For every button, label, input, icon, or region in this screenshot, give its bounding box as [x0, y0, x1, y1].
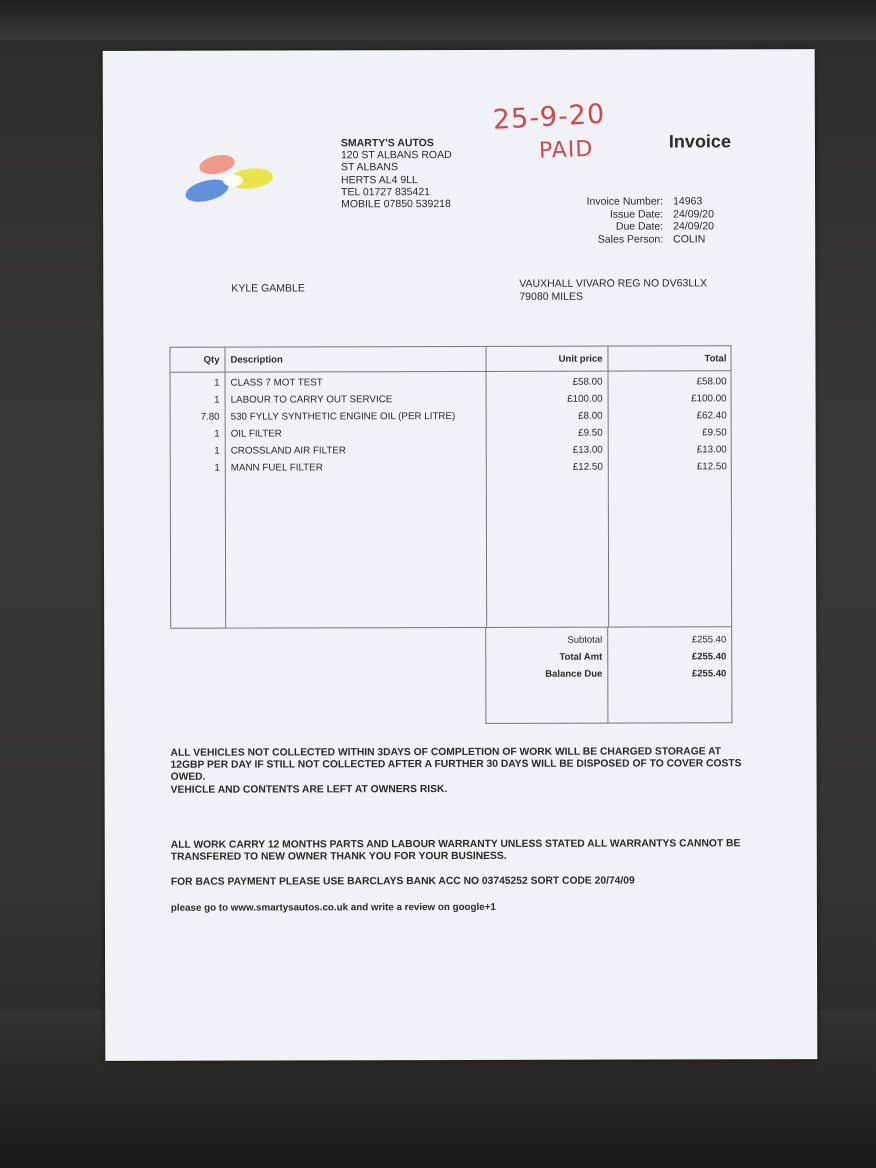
bacs-payment-info: FOR BACS PAYMENT PLEASE USE BARCLAYS BANK ACC NO 03745252 SORT CODE 20/74/09	[170, 875, 635, 888]
row-total: £100.00	[691, 393, 727, 405]
row-qty: 7.80	[200, 411, 220, 423]
table-row	[171, 427, 731, 445]
row-total: £62.40	[696, 410, 727, 422]
review-request: please go to www.smartysautos.co.uk and write a review on google+1	[170, 901, 496, 914]
row-unit-price: £58.00	[572, 376, 603, 388]
row-unit-price: £100.00	[567, 393, 603, 405]
table-row	[171, 410, 731, 428]
handwritten-date: 25-9-20	[492, 98, 607, 136]
row-total: £12.50	[696, 461, 727, 473]
subtotal-label: Subtotal	[567, 634, 603, 646]
row-description: LABOUR TO CARRY OUT SERVICE	[230, 394, 393, 406]
balance-value: £255.40	[691, 668, 727, 680]
row-description: 530 FYLLY SYNTHETIC ENGINE OIL (PER LITRE)	[230, 411, 456, 423]
customer-name: KYLE GAMBLE	[231, 282, 305, 295]
header-unit-price: Unit price	[558, 353, 603, 365]
vehicle-line: VAUXHALL VIVARO REG NO DV63LLX	[519, 277, 708, 290]
risk-notice: VEHICLE AND CONTENTS ARE LEFT AT OWNERS RISK.	[170, 784, 448, 796]
row-unit-price: £13.00	[572, 444, 603, 456]
company-tel: TEL 01727 835421	[341, 185, 431, 199]
warranty-terms: ALL WORK CARRY 12 MONTHS PARTS AND LABOUR WARRANTY UNLESS STATED ALL WARRANTYS CANNOT BE TRANSFERED TO NEW OWNER THANK YOU FOR YOUR BUSINESS.	[170, 838, 741, 863]
invoice-sheet	[103, 49, 818, 1061]
row-qty: 1	[214, 377, 220, 389]
header-qty: Qty	[203, 354, 220, 366]
total-row	[486, 651, 731, 663]
table-row	[171, 376, 731, 394]
row-unit-price: £8.00	[578, 410, 603, 422]
company-address	[341, 137, 452, 211]
row-total: £13.00	[696, 444, 727, 456]
line-items-table	[169, 345, 732, 628]
row-description: CLASS 7 MOT TEST	[230, 377, 323, 389]
address-line: HERTS AL4 9LL	[341, 173, 418, 186]
storage-terms: ALL VEHICLES NOT COLLECTED WITHIN 3DAYS OF COMPLETION OF WORK WILL BE CHARGED STORAGE AT 12GBP PER DAY IF STILL NOT COLLECTED AFTER A FURTHER 30 DAYS WILL BE DISPOSED OF TO COVER COSTS OWED.	[170, 746, 742, 784]
due-date: 24/09/20	[673, 220, 715, 233]
handwritten-paid: PAID	[538, 136, 594, 164]
row-qty: 1	[214, 428, 220, 440]
background-top	[0, 0, 876, 40]
meta-label: Sales Person:	[597, 233, 664, 246]
row-qty: 1	[214, 445, 220, 457]
invoice-meta	[523, 195, 714, 246]
balance-row	[486, 668, 731, 680]
row-total: £9.50	[702, 427, 727, 439]
table-row	[171, 461, 731, 479]
row-unit-price: £12.50	[572, 461, 603, 473]
company-logo-icon	[179, 150, 275, 210]
row-total: £58.00	[696, 376, 727, 388]
header-total: Total	[704, 353, 727, 365]
row-description: CROSSLAND AIR FILTER	[230, 445, 346, 457]
header-description: Description	[230, 354, 283, 366]
address-line: 120 ST ALBANS ROAD	[340, 149, 452, 162]
address-line: ST ALBANS	[340, 161, 399, 174]
row-qty: 1	[214, 462, 220, 474]
invoice-number: 14963	[673, 195, 703, 208]
issue-date: 24/09/20	[673, 207, 714, 221]
total-value: £255.40	[691, 651, 727, 663]
header-divider	[171, 370, 731, 372]
invoice-title: Invoice	[668, 131, 731, 152]
sales-person: COLIN	[673, 233, 706, 246]
row-qty: 1	[214, 394, 220, 406]
company-name: SMARTY'S AUTOS	[340, 137, 434, 150]
subtotal-row	[486, 634, 731, 646]
row-description: OIL FILTER	[230, 428, 282, 440]
meta-label: Issue Date:	[609, 208, 664, 221]
subtotal-value: £255.40	[691, 634, 727, 646]
row-description: MANN FUEL FILTER	[230, 462, 323, 474]
table-row	[171, 444, 731, 462]
totals-box	[485, 627, 732, 724]
total-label: Total Amt	[559, 651, 603, 663]
row-unit-price: £9.50	[578, 427, 603, 439]
vehicle-mileage: 79080 MILES	[519, 290, 583, 303]
meta-label: Due Date:	[615, 220, 664, 233]
vehicle-details	[519, 277, 707, 302]
meta-label: Invoice Number:	[586, 195, 664, 208]
table-row	[171, 393, 731, 411]
balance-label: Balance Due	[545, 668, 603, 680]
company-mobile: MOBILE 07850 539218	[341, 198, 451, 211]
